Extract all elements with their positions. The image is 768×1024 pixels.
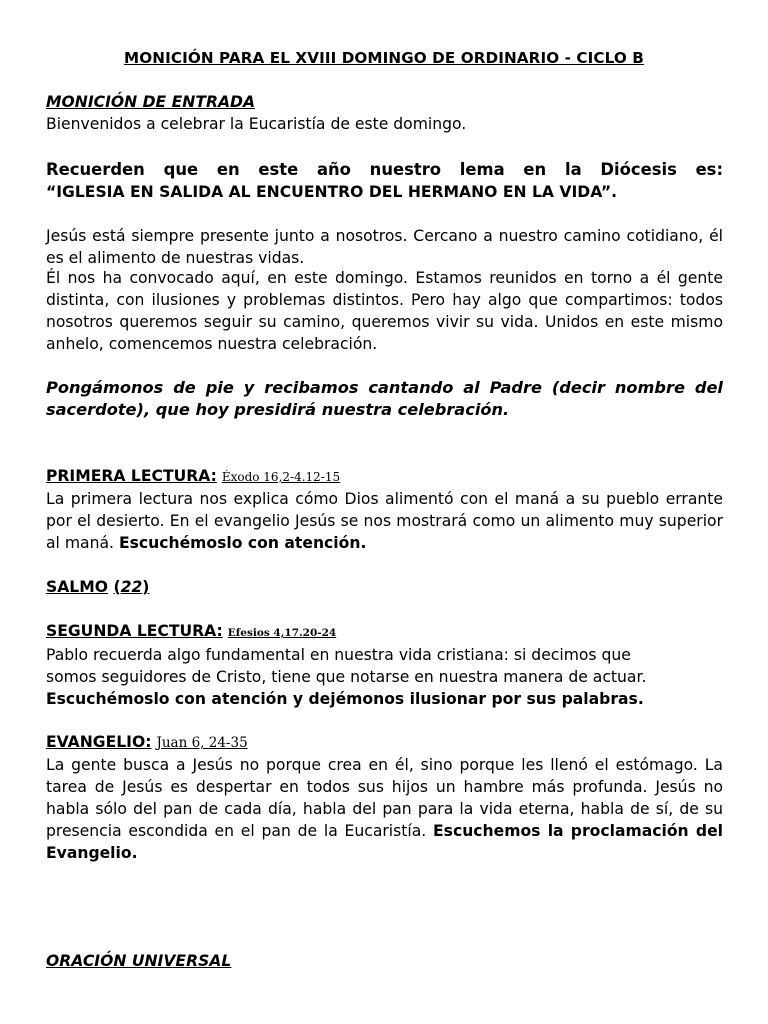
salmo-paren-open: ( — [113, 578, 121, 596]
primera-call: Escuchémoslo con atención. — [118, 534, 367, 552]
primera-reference: Éxodo 16,2-4.12-15 — [221, 470, 341, 484]
entrada-paragraph-1: Jesús está siempre presente junto a nosotros. Cercano a nuestro camino cotidiano, él es el alimento de nuestras vidas. — [46, 227, 723, 267]
primera-section — [46, 465, 723, 554]
entrada-welcome: Bienvenidos a celebrar la Eucaristía de este domingo. — [46, 115, 467, 133]
evangelio-section — [46, 731, 723, 864]
salmo-paren-close: ) — [142, 578, 150, 596]
segunda-section — [46, 620, 723, 710]
oracion-heading: ORACIÓN UNIVERSAL — [46, 952, 232, 970]
salmo-heading: SALMO — [46, 578, 109, 596]
primera-heading-line — [46, 465, 723, 488]
entrada-heading: MONICIÓN DE ENTRADA — [46, 93, 256, 111]
segunda-line-2: somos seguidores de Cristo, tiene que notarse en nuestra manera de actuar. — [46, 668, 647, 686]
evangelio-heading: EVANGELIO: — [46, 733, 152, 751]
entrada-paragraph-2: Él nos ha convocado aquí, en este domingo. Estamos reunidos en torno a él gente distinta, con ilusiones y problemas distintos. Pero hay algo que compartimos: todos nosotros queremos seguir su camino, queremos vivir su vida. Unidos en este mismo anhelo, comencemos nuestra celebración. — [46, 269, 723, 353]
primera-heading: PRIMERA LECTURA: — [46, 467, 217, 485]
lema-section — [46, 159, 723, 203]
lema-text: “IGLESIA EN SALIDA AL ENCUENTRO DEL HERMANO EN LA VIDA”. — [46, 183, 618, 201]
segunda-heading: SEGUNDA LECTURA: — [46, 622, 223, 640]
salmo-section — [46, 576, 723, 598]
evangelio-reference: Juan 6, 24-35 — [156, 735, 248, 751]
segunda-heading-line — [46, 620, 723, 644]
segunda-line-1: Pablo recuerda algo fundamental en nuestra vida cristiana: si decimos que — [46, 646, 631, 664]
primera-paragraph — [46, 488, 723, 554]
primera-text: La primera lectura nos explica cómo Dios alimentó con el maná a su pueblo errante por el desierto. En el evangelio Jesús se nos mostrará como un alimento muy superior al maná. — [46, 490, 723, 552]
segunda-reference: Efesios 4,17.20-24 — [227, 627, 337, 639]
salmo-number: 22 — [120, 578, 143, 596]
lema-intro: Recuerden que en este año nuestro lema en la Diócesis es: — [46, 160, 723, 179]
segunda-call: Escuchémoslo con atención y dejémonos ilusionar por sus palabras. — [46, 690, 644, 708]
entrada-section — [46, 91, 723, 135]
evangelio-text: La gente busca a Jesús no porque crea en él, sino porque les llenó el estómago. La tarea de Jesús es despertar en todos sus hijos un hambre más profunda. Jesús no habla sólo del pan de cada día, habla del pan para la vida eterna, habla de sí, de su presencia escondida en el pan de la Eucaristía. — [46, 756, 723, 840]
evangelio-call: Escuchemos la proclamación del Evangelio. — [46, 822, 723, 862]
entrada-invitation: Pongámonos de pie y recibamos cantando al Padre (decir nombre del sacerdote), que hoy presidirá nuestra celebración. — [46, 378, 723, 419]
document-title: MONICIÓN PARA EL XVIII DOMINGO DE ORDINARIO - CICLO B — [124, 49, 644, 67]
evangelio-heading-line — [46, 731, 723, 754]
evangelio-paragraph — [46, 754, 723, 864]
